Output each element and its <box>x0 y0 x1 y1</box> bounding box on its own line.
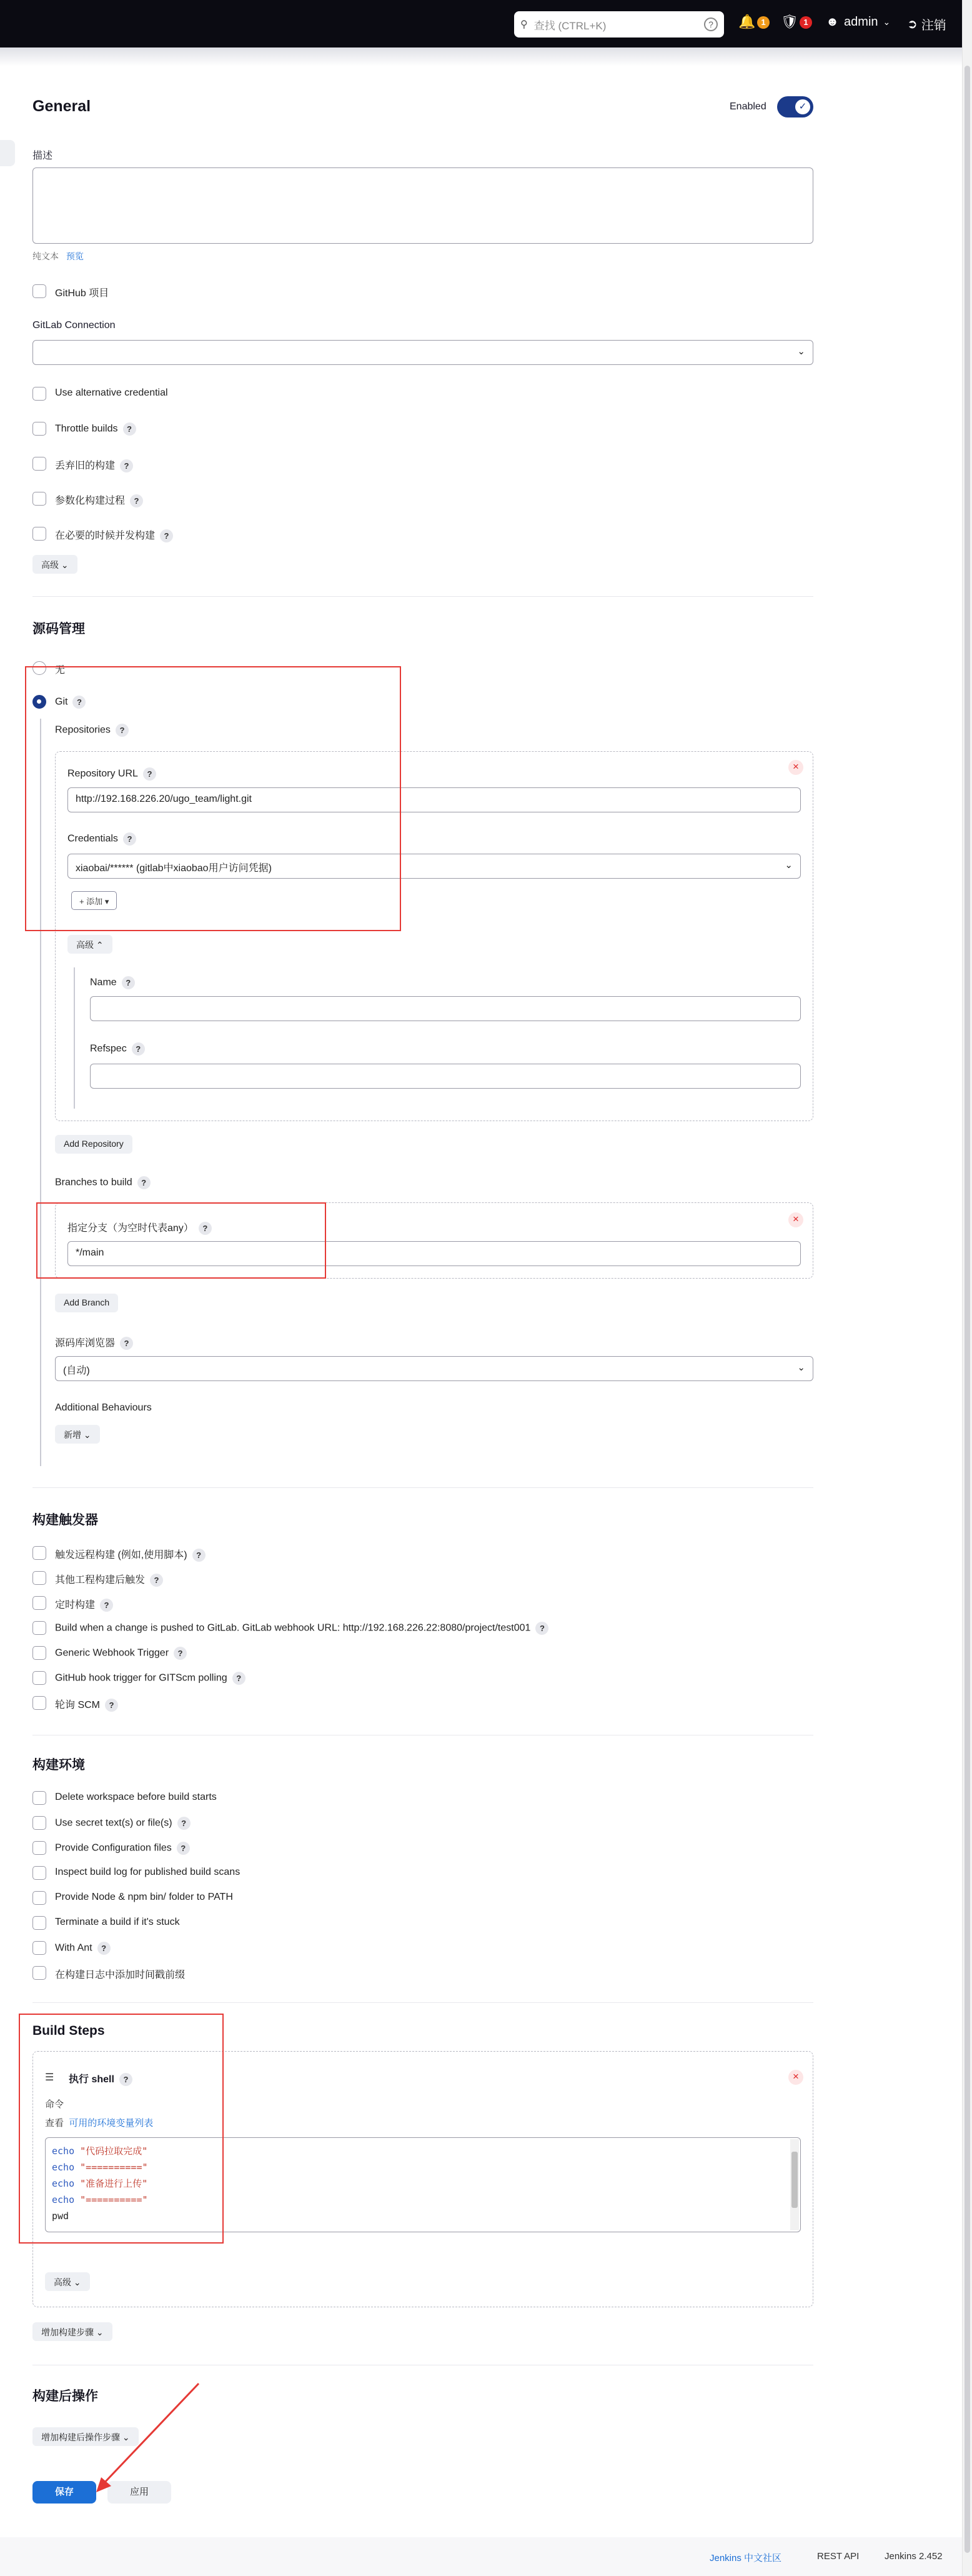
help-icon[interactable]: ? <box>177 1817 191 1830</box>
help-icon[interactable]: ? <box>122 976 135 989</box>
help-icon[interactable]: ? <box>100 1599 113 1612</box>
credentials-value: xiaobai/****** (gitlab中xiaobao用户访问凭据) <box>76 863 272 874</box>
security-badge: 1 <box>800 16 812 29</box>
user-name: admin <box>844 15 878 29</box>
add-repository-button[interactable]: Add Repository <box>55 1135 132 1154</box>
help-icon[interactable]: ? <box>116 724 129 737</box>
scrollbar[interactable] <box>962 0 972 2576</box>
throttle-builds-label <box>55 422 136 436</box>
branch-input[interactable]: */main <box>67 1241 801 1266</box>
env-checkbox[interactable] <box>32 1816 46 1830</box>
trigger-checkbox[interactable] <box>32 1696 46 1710</box>
close-icon[interactable]: × <box>788 1212 803 1227</box>
plain-text-label: 纯文本 <box>32 251 59 261</box>
help-icon[interactable]: ? <box>130 494 143 507</box>
trigger-text: 定时构建 <box>55 1600 96 1610</box>
throttle-builds-checkbox[interactable] <box>32 422 46 436</box>
discard-old-text: 丢弃旧的构建 <box>55 461 116 471</box>
trigger-checkbox[interactable] <box>32 1646 46 1660</box>
chevron-down-icon: ⌄ <box>797 346 805 357</box>
trigger-label <box>55 1672 245 1685</box>
gitlab-connection-select[interactable] <box>32 340 813 365</box>
add-branch-button[interactable]: Add Branch <box>55 1294 118 1312</box>
search-icon: ⚲ <box>520 19 528 30</box>
parameterized-label <box>55 492 143 507</box>
enabled-label: Enabled <box>730 101 766 112</box>
bell-icon[interactable]: 🔔 <box>738 14 756 29</box>
editor-scrollbar-thumb[interactable] <box>791 2152 798 2208</box>
section-title-post-build: 构建后操作 <box>32 2389 98 2404</box>
name-input[interactable] <box>90 996 801 1021</box>
refspec-label <box>90 1042 145 1056</box>
check-icon: ✓ <box>795 99 810 114</box>
code-keyword: echo <box>52 2178 75 2189</box>
trigger-label <box>55 1697 118 1712</box>
help-icon[interactable]: ? <box>132 1042 145 1056</box>
section-title-general: General <box>32 97 91 115</box>
repo-url-text: Repository URL <box>67 768 138 779</box>
alt-credential-checkbox[interactable] <box>32 387 46 401</box>
help-icon[interactable]: ? <box>119 2073 132 2086</box>
help-icon[interactable]: ? <box>143 767 156 781</box>
concurrent-label <box>55 527 173 542</box>
help-icon[interactable]: ? <box>105 1699 118 1712</box>
add-post-label: 增加构建后操作步骤 <box>41 2432 120 2442</box>
annotation-box <box>36 1202 326 1279</box>
env-label: Terminate a build if it's stuck <box>55 1917 180 1927</box>
general-advanced-button[interactable]: 高级 ⌄ <box>32 555 77 574</box>
trigger-label <box>55 1547 206 1562</box>
env-text: Provide Configuration files <box>55 1842 172 1854</box>
code-string: "准备进行上传" <box>80 2178 148 2189</box>
env-checkbox[interactable] <box>32 1941 46 1955</box>
name-label <box>90 976 135 989</box>
trigger-checkbox[interactable] <box>32 1621 46 1635</box>
discard-old-checkbox[interactable] <box>32 457 46 471</box>
add-behaviour-button[interactable]: 新增 ⌄ <box>55 1425 100 1444</box>
help-icon[interactable]: ? <box>123 422 136 436</box>
scrollbar-thumb[interactable] <box>965 66 970 2553</box>
credentials-text: Credentials <box>67 833 118 844</box>
help-icon[interactable]: ? <box>232 1672 245 1685</box>
divider <box>32 596 813 597</box>
trigger-text: 其他工程构建后触发 <box>55 1575 146 1585</box>
parameterized-text: 参数化构建过程 <box>55 496 126 506</box>
browser-value: (自动) <box>63 1365 90 1376</box>
topbar-shadow <box>0 47 972 66</box>
trigger-text: GitHub hook trigger for GITScm polling <box>55 1672 227 1684</box>
repositories-text: Repositories <box>55 724 111 736</box>
help-icon[interactable]: ? <box>174 1647 187 1660</box>
search-placeholder: 查找 (CTRL+K) <box>533 19 607 32</box>
env-text: With Ant <box>55 1942 92 1954</box>
env-checkbox[interactable] <box>32 1891 46 1905</box>
help-icon[interactable]: ? <box>72 696 86 709</box>
code-string: "代码拉取完成" <box>80 2145 148 2157</box>
notification-badge: 1 <box>757 16 770 29</box>
code-string: "==========" <box>80 2194 148 2205</box>
branch-specifier-text: 指定分支（为空时代表any） <box>67 1223 194 1234</box>
logout-icon: ➲ <box>907 17 918 31</box>
drag-handle-icon[interactable]: ☰ <box>45 2072 54 2083</box>
code-string: "==========" <box>80 2162 148 2173</box>
add-credentials-button[interactable]: + 添加 ▾ <box>71 891 117 910</box>
add-build-step-button[interactable]: 增加构建步骤 ⌄ <box>32 2322 112 2341</box>
apply-button[interactable]: 应用 <box>107 2481 171 2504</box>
chevron-down-icon: ⌄ <box>785 860 793 871</box>
section-title-build-steps: Build Steps <box>32 2024 105 2038</box>
branches-text: Branches to build <box>55 1177 132 1188</box>
advanced-label: 高级 <box>76 940 94 950</box>
enabled-toggle[interactable] <box>777 96 813 117</box>
divider <box>32 1487 813 1488</box>
version-label[interactable]: Jenkins 2.452 <box>885 2551 943 2562</box>
trigger-label <box>55 1572 163 1587</box>
see-prefix: 查看 <box>45 2118 64 2129</box>
advanced-label: 高级 <box>54 2277 71 2287</box>
step-title-text: 执行 shell <box>69 2074 114 2085</box>
add-step-label: 增加构建步骤 <box>41 2327 94 2337</box>
shield-icon[interactable]: 🛡 <box>781 14 798 29</box>
editor-scrollbar[interactable] <box>790 2139 799 2230</box>
help-icon[interactable]: ? <box>160 529 173 542</box>
annotation-box <box>19 2014 224 2244</box>
help-icon[interactable]: ? <box>120 1337 133 1350</box>
env-text: Use secret text(s) or file(s) <box>55 1817 172 1829</box>
help-icon[interactable]: ? <box>150 1574 163 1587</box>
section-title-environment: 构建环境 <box>32 1758 85 1772</box>
advanced-label: 高级 <box>41 560 59 570</box>
trigger-checkbox[interactable] <box>32 1671 46 1685</box>
env-checkbox[interactable] <box>32 1791 46 1805</box>
jenkins-cn-link[interactable]: Jenkins 中文社区 <box>710 2553 782 2564</box>
concurrent-text: 在必要的时候并发构建 <box>55 531 156 541</box>
trigger-label <box>55 1647 187 1660</box>
close-icon[interactable]: × <box>788 2070 803 2085</box>
env-label: Delete workspace before build starts <box>55 1792 217 1802</box>
user-menu[interactable] <box>826 15 890 29</box>
parameterized-checkbox[interactable] <box>32 492 46 506</box>
env-label: Provide Node & npm bin/ folder to PATH <box>55 1892 233 1902</box>
git-text: Git <box>55 696 68 707</box>
add-post-build-button[interactable]: 增加构建后操作步骤 ⌄ <box>32 2427 139 2446</box>
chevron-down-icon: ⌄ <box>883 17 891 27</box>
close-icon[interactable]: × <box>788 760 803 775</box>
logout-label: 注销 <box>921 19 946 32</box>
preview-link[interactable]: 预览 <box>66 251 84 261</box>
concurrent-checkbox[interactable] <box>32 527 46 541</box>
throttle-builds-text: Throttle builds <box>55 423 118 434</box>
env-checkbox[interactable] <box>32 1841 46 1855</box>
branches-label <box>55 1176 151 1189</box>
rest-api-link[interactable]: REST API <box>817 2551 860 2562</box>
trigger-checkbox[interactable] <box>32 1546 46 1560</box>
help-icon[interactable]: ? <box>137 1176 151 1189</box>
command-label: 命令 <box>45 2099 64 2110</box>
repo-url-input[interactable]: http://192.168.226.20/ugo_team/light.git <box>67 787 801 812</box>
search-help-icon[interactable]: ? <box>704 17 718 31</box>
description-label: 描述 <box>32 151 53 161</box>
refspec-text: Refspec <box>90 1043 127 1054</box>
repo-advanced-button[interactable]: 高级 ⌃ <box>67 935 112 954</box>
env-checkbox[interactable] <box>32 1866 46 1880</box>
help-icon[interactable]: ? <box>199 1222 212 1235</box>
help-icon[interactable]: ? <box>123 832 136 846</box>
name-text: Name <box>90 977 117 988</box>
trigger-text: Generic Webhook Trigger <box>55 1647 169 1659</box>
help-icon[interactable]: ? <box>120 459 133 472</box>
trigger-label <box>55 1597 113 1612</box>
divider <box>32 2002 813 2003</box>
env-label <box>55 1842 190 1855</box>
logout-link[interactable] <box>907 15 946 33</box>
scm-none-label: 无 <box>55 665 66 676</box>
browser-text: 源码库浏览器 <box>55 1338 116 1349</box>
env-label: 在构建日志中添加时间戳前缀 <box>55 1970 186 1980</box>
add-new-label: 新增 <box>64 1430 81 1440</box>
trigger-label <box>55 1622 548 1635</box>
annotation-box <box>25 666 401 931</box>
browser-select[interactable] <box>55 1356 813 1381</box>
env-checkbox[interactable] <box>32 1916 46 1930</box>
step-advanced-button[interactable]: 高级 ⌄ <box>45 2272 90 2291</box>
env-label: Inspect build log for published build scans <box>55 1867 241 1877</box>
code-keyword: echo <box>52 2194 75 2205</box>
help-icon[interactable]: ? <box>192 1549 206 1562</box>
env-checkbox[interactable] <box>32 1966 46 1980</box>
section-title-triggers: 构建触发器 <box>32 1513 98 1527</box>
annotation-arrow <box>87 2375 212 2500</box>
help-icon[interactable]: ? <box>97 1942 111 1955</box>
section-title-scm: 源码管理 <box>32 622 85 636</box>
gitlab-connection-label: GitLab Connection <box>32 320 116 331</box>
refspec-input[interactable] <box>90 1064 801 1089</box>
trigger-checkbox[interactable] <box>32 1596 46 1610</box>
trigger-text: 轮询 SCM <box>55 1700 101 1710</box>
help-icon[interactable]: ? <box>535 1622 548 1635</box>
github-project-checkbox[interactable] <box>32 284 46 298</box>
chevron-down-icon: ⌄ <box>797 1362 805 1373</box>
env-vars-link[interactable]: 可用的环境变量列表 <box>69 2118 154 2129</box>
github-project-label: GitHub 项目 <box>55 288 109 299</box>
alt-credential-label: Use alternative credential <box>55 387 168 398</box>
trigger-text: Build when a change is pushed to GitLab. GitLab webhook URL: http://192.168.226.22:8080/project/test001 <box>55 1622 531 1634</box>
advanced-indent-line <box>74 967 75 1109</box>
env-label <box>55 1817 191 1830</box>
discard-old-label <box>55 457 133 472</box>
code-keyword: echo <box>52 2162 75 2173</box>
help-icon[interactable]: ? <box>177 1842 190 1855</box>
description-textarea[interactable] <box>32 167 813 244</box>
trigger-checkbox[interactable] <box>32 1571 46 1585</box>
top-navigation-bar <box>0 0 972 47</box>
code-keyword: echo <box>52 2145 75 2157</box>
env-label <box>55 1942 111 1955</box>
additional-behaviours-label: Additional Behaviours <box>55 1402 152 1413</box>
search-box[interactable] <box>514 11 724 37</box>
sidebar-toggle[interactable] <box>0 140 15 166</box>
code-plain: pwd <box>52 2210 69 2222</box>
save-button[interactable]: 保存 <box>32 2481 96 2504</box>
user-icon: ☻ <box>826 15 840 29</box>
trigger-text: 触发远程构建 (例如,使用脚本) <box>55 1550 187 1560</box>
browser-label <box>55 1335 133 1350</box>
